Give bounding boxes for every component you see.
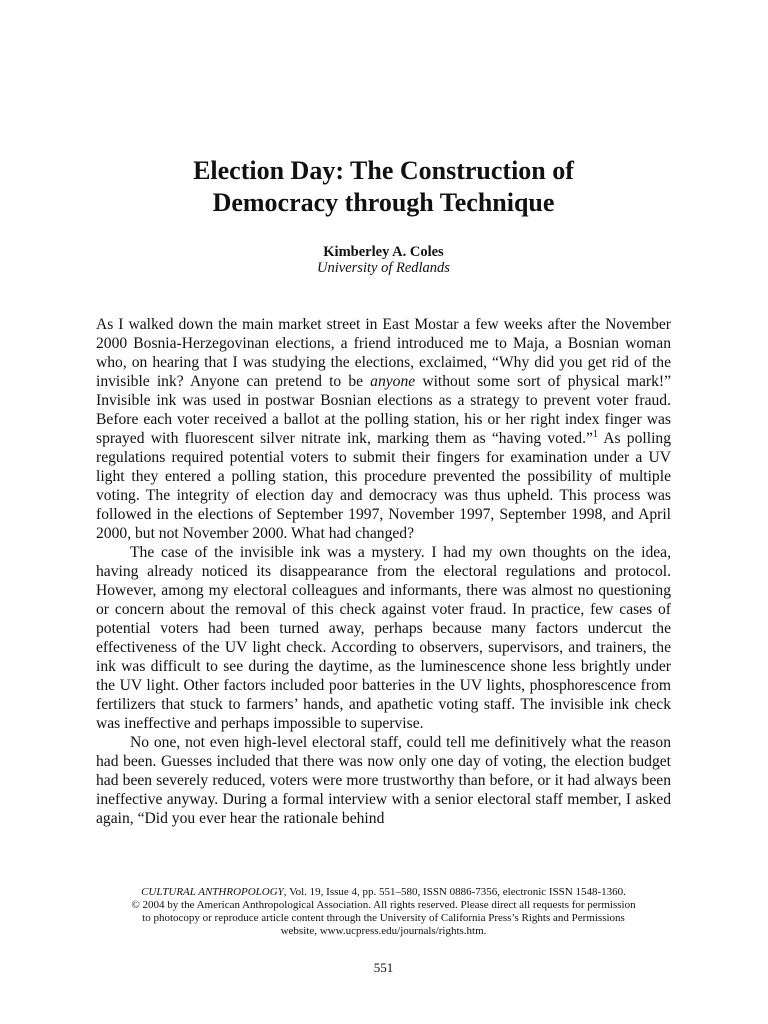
paragraph-2: The case of the invisible ink was a mystery. I had my own thoughts on the idea, having already noticed its disappearance from the electoral regulations and protocol. However, among my electoral colleagues and informants, there was almost no questioning or concern about the removal of this check against voter fraud. In practice, few cases of potential voters had been turned away, perhaps because many factors undercut the effectiveness of the UV light check. According to observers, supervisors, and trainers, the ink was difficult to see during the daytime, as the luminescence shone less brightly under the UV light. Other factors included poor batteries in the UV lights, phosphorescence from fertilizers that stuck to farmers’ hands, and apathetic voting staff. The invisible ink check was ineffective and perhaps impossible to supervise.: [96, 544, 671, 732]
author-affiliation: University of Redlands: [317, 260, 450, 276]
copyright-icon: ©: [131, 899, 140, 911]
journal-details: , Vol. 19, Issue 4, pp. 551–580, ISSN 0886-7356, electronic ISSN 1548-1360.: [283, 886, 626, 898]
copyright-text: 2004 by the American Anthropological Association. All rights reserved. Please direct all requests for permission: [139, 899, 636, 911]
footnote-line-3: to photocopy or reproduce article content through the University of California Press’s Rights and Permissions: [142, 912, 625, 924]
article-title: [96, 155, 671, 219]
journal-name: CULTURAL ANTHROPOLOGY: [141, 886, 284, 898]
page-number: 551: [373, 960, 394, 975]
paragraph-1-text-c: As polling regulations required potential voters to submit their fingers for examination under a UV light they entered a polling station, this procedure prevented the possibility of multiple voting. The integrity of election day and democracy was thus upheld. This process was followed in the elections of September 1997, November 1997, September 1998, and April 2000, but not November 2000. What had changed?: [96, 430, 671, 542]
paragraph-1-text-a: As I walked down the main market street in East Mostar a few weeks after the November 2000 Bosnia-Herzegovinan elections, a friend introduced me to Maja, a Bosnian woman who, on hearing that I was studying the elections, exclaimed, “Why did you get rid of the invisible ink? Anyone can pretend to be: [96, 316, 671, 390]
footnote-line-1: [96, 886, 671, 899]
paragraph-1-emphasis: anyone: [370, 373, 416, 390]
paragraph-3: No one, not even high-level electoral staff, could tell me definitively what the reason had been. Guesses included that there was now only one day of voting, the election budget had been severely reduced, voters were more trustworthy than before, or it had always been ineffective anyway. During a formal interview with a senior electoral staff member, I asked again, “Did you ever hear the rationale behind: [96, 734, 671, 827]
paragraph-1: [96, 315, 671, 543]
author-name: Kimberley A. Coles: [323, 244, 444, 260]
footnote-line-4: website, www.ucpress.edu/journals/rights.htm.: [280, 925, 487, 937]
footnote-line-2: [96, 899, 671, 912]
paragraph-1-text-b: without some sort of physical mark!” Invisible ink was used in postwar Bosnian elections as a strategy to prevent voter fraud. Before each voter received a ballot at the polling station, his or her right index finger was sprayed with fluorescent silver nitrate ink, marking them as “having voted.”: [96, 373, 671, 447]
article-body: [96, 315, 671, 828]
title-line-1: Election Day: The Construction of: [193, 156, 574, 185]
title-line-2: Democracy through Technique: [212, 188, 555, 217]
publication-footnote: [96, 886, 671, 938]
footnote-marker-1[interactable]: 1: [592, 428, 598, 440]
